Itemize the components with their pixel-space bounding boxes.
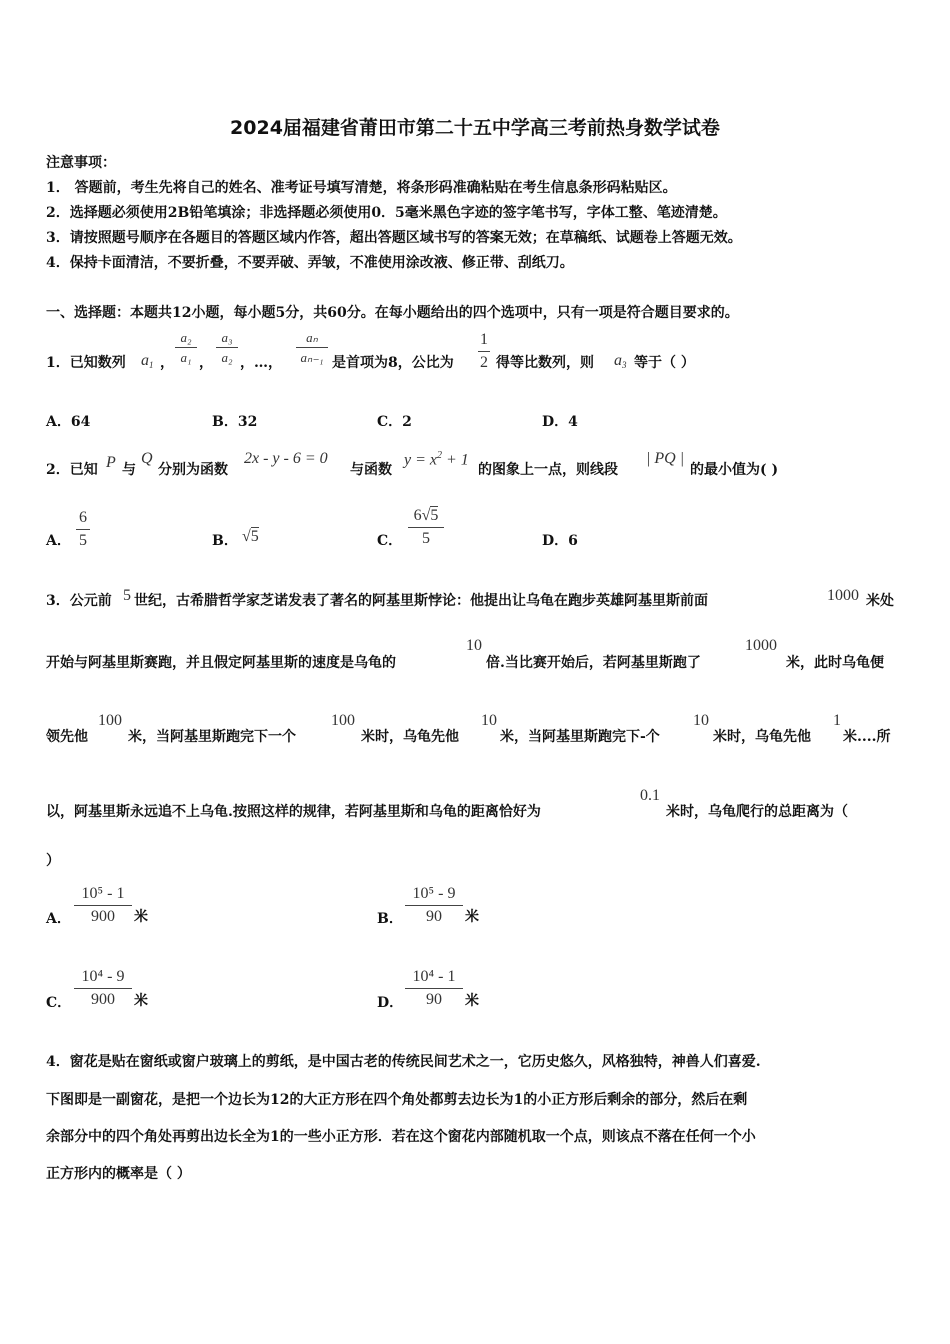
q3-text: ） — [46, 853, 60, 869]
q4-line: 4．窗花是贴在窗纸或窗户玻璃上的剪纸，是中国古老的传统民间艺术之一，它历史悠久，风格独特，神兽人们喜爱. — [46, 1054, 761, 1070]
q1-ellipsis: ，…， — [240, 355, 282, 371]
q3-text: 米，当阿基里斯跑完下一个 — [128, 729, 296, 745]
q1-prefix: 1．已知数列 — [46, 355, 126, 371]
q3-option-a-value: 10⁵ - 1 900 — [74, 884, 132, 927]
section-heading: 一、选择题：本题共12小题，每小题5分，共60分。在每小题给出的四个选项中，只有一项是符合题目要求的。 — [46, 305, 739, 321]
q3-number: 10 — [466, 637, 482, 654]
q3-number: 1000 — [745, 637, 777, 654]
notice-heading: 注意事项： — [46, 155, 116, 171]
option-d: D． — [377, 995, 404, 1011]
q4-line: 下图即是一副窗花，是把一个边长为12的大正方形在四个角处都剪去边长为1的小正方形后剩余的部分，然后在剩 — [46, 1092, 748, 1108]
q4-line: 余部分中的四个角处再剪出边长全为1的一些小正方形．若在这个窗花内部随机取一个点，则该点不落在任何一个小 — [46, 1129, 756, 1145]
q3-text: 米....所 — [843, 729, 891, 745]
q3-number: 10 — [693, 712, 709, 729]
q3-text: 以，阿基里斯永远追不上乌龟.按照这样的规律，若阿基里斯和乌龟的距离恰好为 — [46, 804, 541, 820]
q3-number: 0.1 — [640, 787, 660, 804]
option-b: B． — [212, 533, 238, 549]
option-d: D．6 — [542, 533, 578, 549]
option-d: D．4 — [542, 414, 578, 430]
q1-half: 1 2 — [480, 331, 488, 371]
q4-line: 正方形内的概率是（ ） — [46, 1166, 191, 1182]
q2-text: 的最小值为( ) — [690, 462, 779, 478]
q1-tail: 得等比数列，则 — [496, 355, 594, 371]
q3-option-c-value: 10⁴ - 9 900 — [74, 967, 132, 1010]
q3-text: 米时，乌龟爬行的总距离为（ — [666, 804, 848, 820]
q3-number: 1000 — [827, 587, 859, 604]
q3-option-d-value: 10⁴ - 1 90 — [405, 967, 463, 1010]
q2-line-equation: 2x - y - 6 = 0 — [244, 450, 328, 467]
option-b: B． — [377, 911, 403, 927]
page-title: 2024届福建省莆田市第二十五中学高三考前热身数学试卷 — [230, 117, 720, 139]
q2-p: P — [106, 454, 116, 471]
q3-text: 倍.当比赛开始后，若阿基里斯跑了 — [486, 655, 701, 671]
option-c: C．2 — [377, 414, 412, 430]
q1-ratio-2: a₃ a₂ — [216, 329, 238, 366]
q1-ratio-n: aₙ aₙ₋₁ — [296, 329, 328, 366]
q3-number: 5 — [123, 587, 131, 604]
q3-text: 米，此时乌龟便 — [786, 655, 884, 671]
unit-label: 米 — [465, 993, 479, 1009]
q2-text: 与函数 — [350, 462, 392, 478]
q3-text: 米时，乌龟先他 — [713, 729, 811, 745]
q1-a1: $a_1$ — [141, 352, 154, 370]
option-a: A． — [46, 911, 71, 927]
q3-number: 1 — [833, 712, 841, 729]
q1-mid: 是首项为8，公比为 — [332, 355, 454, 371]
notice-item: 4．保持卡面清洁，不要折叠，不要弄破、弄皱，不准使用涂改液、修正带、刮纸刀。 — [46, 255, 574, 271]
q3-option-b-value: 10⁵ - 9 90 — [405, 884, 463, 927]
q3-number: 100 — [331, 712, 355, 729]
q2-option-c-value: 6√5 5 — [408, 506, 444, 549]
q2-parabola: $y = x^2 + 1$ — [404, 450, 469, 469]
q3-text: 开始与阿基里斯赛跑，并且假定阿基里斯的速度是乌龟的 — [46, 655, 396, 671]
q3-text: 米时，乌龟先他 — [361, 729, 459, 745]
unit-label: 米 — [134, 909, 148, 925]
option-a: A． — [46, 533, 71, 549]
q3-text: 米处 — [866, 593, 894, 609]
q2-option-b-value: √5 — [242, 528, 259, 545]
q1-end: 等于（ ） — [634, 355, 695, 371]
q1-ratio-1: a₂ a₁ — [175, 329, 197, 366]
q1-a3: $a_3$ — [614, 352, 627, 370]
q3-text: 领先他 — [46, 729, 88, 745]
q3-text: 米，当阿基里斯跑完下-个 — [500, 729, 660, 745]
q2-pq: | PQ | — [646, 450, 685, 467]
option-b: B．32 — [212, 414, 258, 430]
option-a: A．64 — [46, 414, 91, 430]
notice-item: 3．请按照题号顺序在各题目的答题区域内作答，超出答题区域书写的答案无效；在草稿纸、试题卷上答题无效。 — [46, 230, 742, 246]
option-c: C． — [46, 995, 72, 1011]
q3-text: 3．公元前 — [46, 593, 112, 609]
notice-item: 2．选择题必须使用2B铅笔填涂；非选择题必须使用0．5毫米黑色字迹的签字笔书写，字体工整、笔迹清楚。 — [46, 205, 727, 221]
q2-text: 2．已知 — [46, 462, 98, 478]
notice-item: 1． 答题前，考生先将自己的姓名、准考证号填写清楚，将条形码准确粘贴在考生信息条形码粘贴区。 — [46, 180, 677, 196]
q3-text: 世纪，古希腊哲学家芝诺发表了著名的阿基里斯悖论：他提出让乌龟在跑步英雄阿基里斯前面 — [134, 593, 708, 609]
q3-number: 100 — [98, 712, 122, 729]
q2-q: Q — [141, 450, 153, 467]
unit-label: 米 — [134, 993, 148, 1009]
option-c: C． — [377, 533, 403, 549]
q2-option-a-value: 6 5 — [76, 508, 90, 551]
q2-text: 分别为函数 — [158, 462, 228, 478]
q2-text: 的图象上一点，则线段 — [478, 462, 618, 478]
unit-label: 米 — [465, 909, 479, 925]
q3-number: 10 — [481, 712, 497, 729]
q2-text: 与 — [122, 462, 136, 478]
